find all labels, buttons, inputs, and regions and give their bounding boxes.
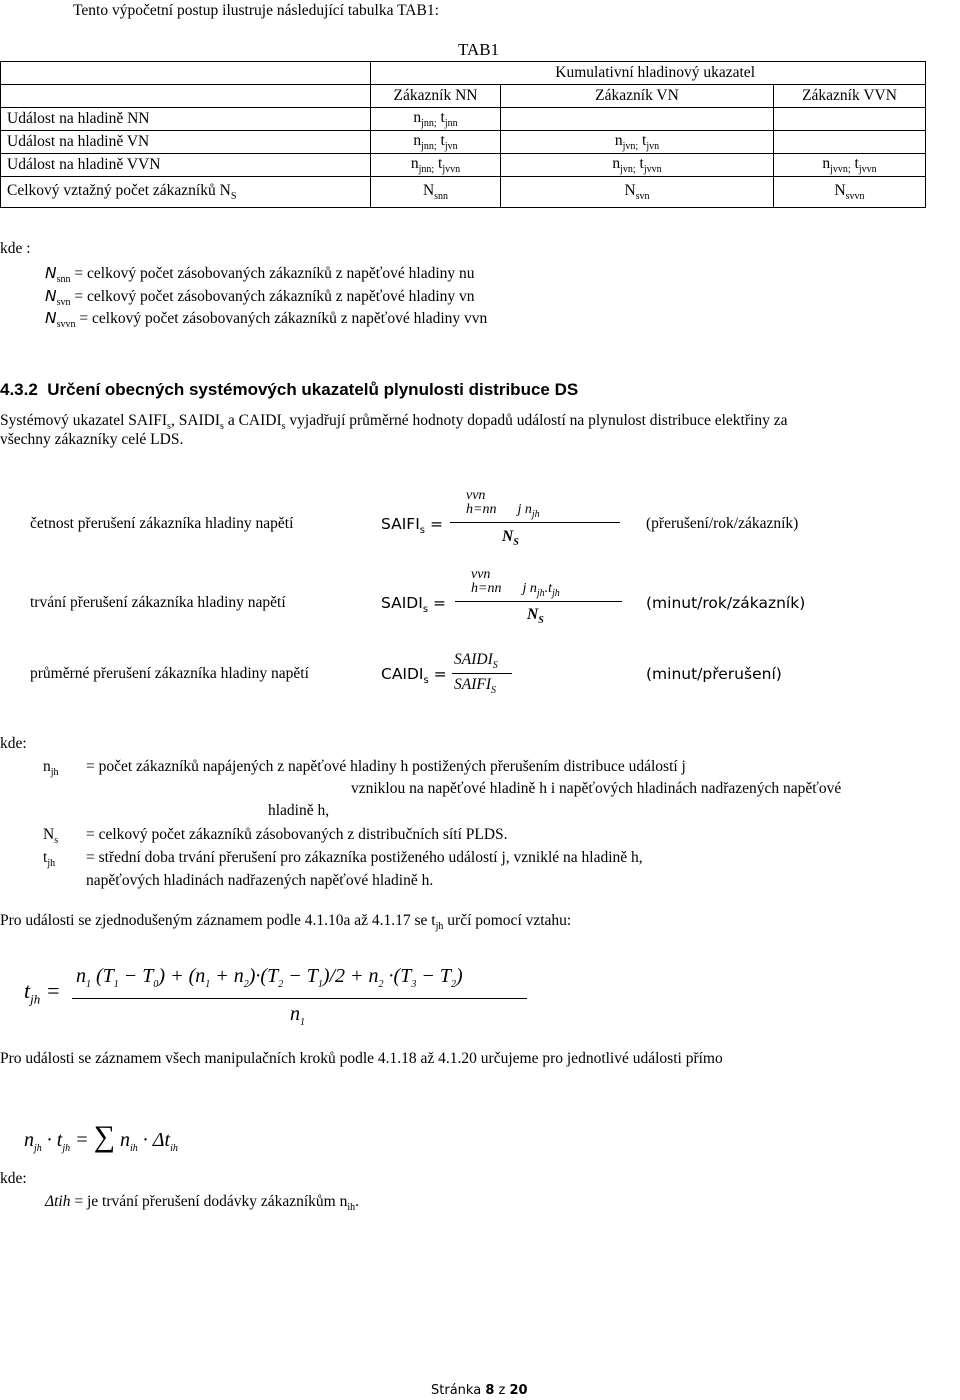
saifi-numerator: vvn h=nn j $n_{jh}$: [466, 488, 540, 520]
section-paragraph-line2: všechny zákazníky celé LDS.: [0, 431, 184, 448]
col-header-vn: Zákazník VN: [501, 85, 774, 108]
kde-label-2: kde:: [0, 735, 27, 752]
section-heading: 4.3.2 Určení obecných systémových ukazatelů plynulosti distribuce DS: [0, 380, 579, 399]
table-cell: $n_{jvn;}$ $t_{jvvn}$: [501, 154, 774, 177]
section-paragraph: Systémový ukazatel $SAIFI_s$, $SAIDI_s$ a $CAIDI_s$ vyjadřují průměrné hodnoty dopadů událostí na plynulost distribuce elektřiny za: [0, 412, 788, 433]
table-cell: $n_{jnn;}$ $t_{jnn}$: [371, 108, 501, 131]
formula-label-saifi: četnost přerušení zákazníka hladiny napětí: [30, 515, 294, 532]
def-tjh-line2: napěťových hladinách nadřazených napěťové hladině h.: [86, 872, 434, 889]
table-cell: $N_{svvn}$: [774, 177, 926, 208]
table-cell: $n_{jnn;}$ $t_{jvvn}$: [371, 154, 501, 177]
tjh-equation-denominator: $n_1$: [290, 1003, 305, 1028]
formula-unit-saidi: (minut/rok/zákazník): [646, 594, 806, 612]
sym-tjh: $t_{jh}$: [43, 849, 56, 870]
def-njh-line3: hladině h,: [268, 802, 330, 819]
def-nsnn: $N_{snn}$ = celkový počet zásobovaných zákazníků z napěťové hladiny nu: [45, 264, 475, 286]
row-label-vn: Událost na hladině VN: [1, 131, 371, 154]
caidi-denominator: $SAIFI_S$: [454, 676, 497, 697]
saifi-denominator: $N_S$: [502, 528, 519, 549]
formula-name-saidi: $SAIDI_s$ =: [381, 594, 446, 616]
formula-unit-saifi: (přerušení/rok/zákazník): [646, 515, 799, 532]
formula-unit-caidi: (minut/přerušení): [646, 665, 782, 683]
def-njh-line2: vzniklou na napěťové hladině h i napěťových hladinách nadřazených napěťové: [351, 780, 842, 797]
sym-njh: $n_{jh}$: [43, 758, 59, 779]
sym-ns: $N_s$: [43, 826, 59, 847]
formula-label-caidi: průměrné přerušení zákazníka hladiny napětí: [30, 665, 309, 682]
table-cell: $n_{jnn;}$ $t_{jvn}$: [371, 131, 501, 154]
col-header-nn: Zákazník NN: [371, 85, 501, 108]
row-label-vvn: Událost na hladině VVN: [1, 154, 371, 177]
table-cell: $N_{snn}$: [371, 177, 501, 208]
def-njh: = počet zákazníků napájených z napěťové hladiny h postižených přerušením distribuce událostí j: [86, 758, 686, 775]
formula-name-saifi: $SAIFI_s$ =: [381, 515, 443, 537]
table-cell: $n_{jvvn;}$ $t_{jvvn}$: [774, 154, 926, 177]
sum-equation: $n_{jh} \cdot t_{jh}$ = ∑ $n_{ih} \cdot \Delta t_{ih}$: [24, 1120, 178, 1154]
formula-label-saidi: trvání přerušení zákazníka hladiny napětí: [30, 594, 286, 611]
def-nsvvn: $N_{svvn}$ = celkový počet zásobovaných zákazníků z napěťové hladiny vvn: [45, 309, 488, 331]
paragraph-all-steps: Pro události se záznamem všech manipulačních kroků podle 4.1.18 až 4.1.20 určujeme pro jednotlivé události přímo: [0, 1050, 723, 1067]
group-header: Kumulativní hladinový ukazatel: [371, 62, 926, 85]
def-tjh: = střední doba trvání přerušení pro zákazníka postiženého událostí j, vzniklé na hladině h,: [86, 849, 643, 866]
paragraph-simplified: Pro události se zjednodušeným záznamem podle 4.1.10a až 4.1.17 se $t_{jh}$ určí pomocí vztahu:: [0, 912, 572, 933]
page-footer: Stránka 8 z 20: [431, 1383, 528, 1398]
table-cell: $n_{jvn;}$ $t_{jvn}$: [501, 131, 774, 154]
col-header-vvn: Zákazník VVN: [774, 85, 926, 108]
row-label-total: Celkový vztažný počet zákazníků $N_S$: [1, 177, 371, 208]
intro-text: Tento výpočetní postup ilustruje následující tabulka TAB1:: [73, 2, 439, 19]
def-nsvn: $N_{svn}$ = celkový počet zásobovaných zákazníků z napěťové hladiny vn: [45, 287, 475, 309]
kde-label-3: kde:: [0, 1170, 27, 1187]
table-caption: TAB1: [458, 40, 500, 59]
saidi-denominator: $N_S$: [527, 606, 544, 627]
def-ns: = celkový počet zákazníků zásobovaných z distribučních sítí PLDS.: [86, 826, 508, 843]
saidi-numerator: vvn h=nn j $n_{jh}.t_{jh}$: [471, 567, 560, 599]
def-dtih: Δtih = je trvání přerušení dodávky zákazníkům $n_{ih}$.: [45, 1193, 360, 1214]
row-label-nn: Událost na hladině NN: [1, 108, 371, 131]
tjh-equation-numerator: $n_1$ $(T_1 - T_0) + (n_1 + n_2)\cdot(T_2 - T_1)/2 + n_2 \cdot(T_3 - T_2)$: [76, 965, 463, 990]
formula-name-caidi: $CAIDI_s$ =: [381, 665, 447, 687]
tab1-table: [0, 61, 926, 208]
tjh-equation-lhs: $t_{jh}$ =: [24, 978, 61, 1007]
kde-label: kde :: [0, 240, 31, 257]
caidi-numerator: $SAIDI_S$: [454, 651, 498, 672]
table-cell: $N_{svn}$: [501, 177, 774, 208]
